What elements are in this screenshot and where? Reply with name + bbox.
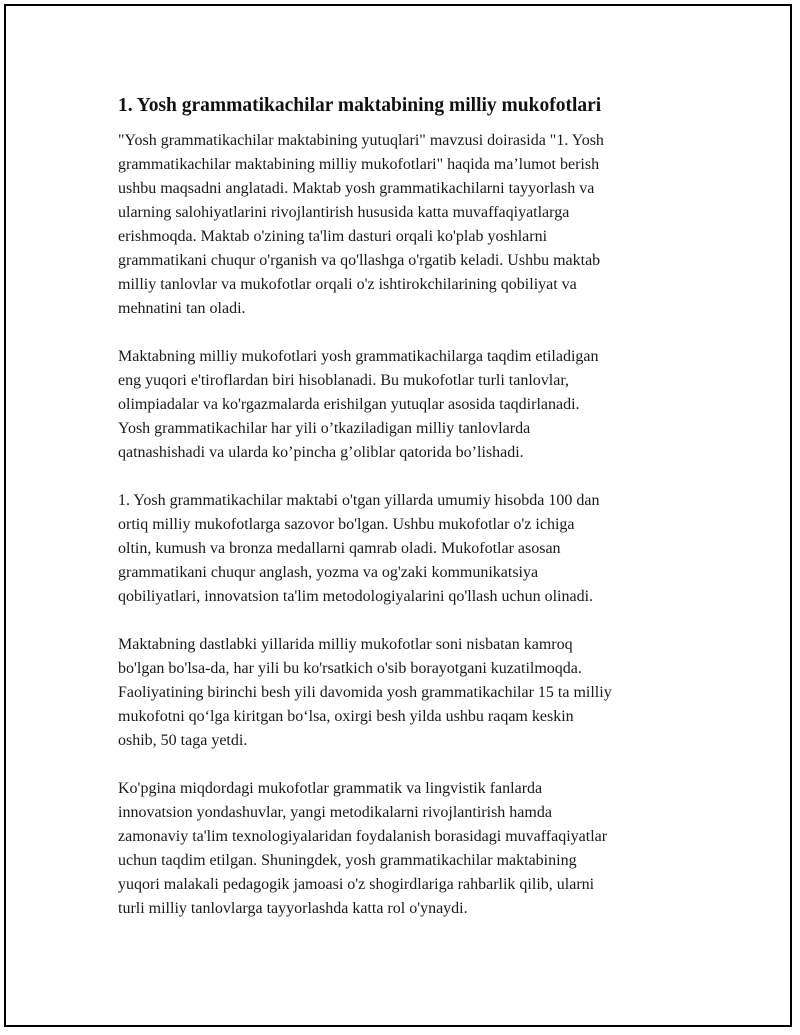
paragraph-line: oshib, 50 taga yetdi.: [118, 732, 248, 749]
paragraph-line: oltin, kumush va bronza medallarni qamrab oladi. Mukofotlar asosan: [118, 540, 561, 557]
paragraph: [118, 129, 690, 321]
paragraph-line: innovatsion yondashuvlar, yangi metodikalarni rivojlantirish hamda: [118, 804, 552, 821]
paragraph-line: turli milliy tanlovlarga tayyorlashda katta rol o'ynaydi.: [118, 900, 468, 917]
paragraph-line: uchun taqdim etilgan. Shuningdek, yosh grammatikachilar maktabining: [118, 852, 577, 869]
paragraph-line: "Yosh grammatikachilar maktabining yutuqlari" mavzusi doirasida "1. Yosh: [118, 132, 604, 149]
paragraph-line: Faoliyatining birinchi besh yili davomida yosh grammatikachilar 15 ta milliy: [118, 684, 612, 701]
paragraph-line: 1. Yosh grammatikachilar maktabi o'tgan yillarda umumiy hisobda 100 dan: [118, 492, 600, 509]
document-title: 1. Yosh grammatikachilar maktabining milliy mukofotlari: [118, 95, 602, 116]
paragraph-line: mukofotni qo‘lga kiritgan bo‘lsa, oxirgi besh yilda ushbu raqam keskin: [118, 708, 574, 725]
paragraph-line: grammatikachilar maktabining milliy mukofotlari" haqida ma’lumot berish: [118, 156, 600, 173]
paragraph-line: Maktabning dastlabki yillarida milliy mukofotlar soni nisbatan kamroq: [118, 636, 573, 653]
document-body: [118, 93, 690, 945]
paragraph-line: grammatikani chuqur o'rganish va qo'llashga o'rgatib keladi. Ushbu maktab: [118, 252, 601, 269]
paragraph-line: grammatikani chuqur anglash, yozma va og'zaki kommunikatsiya: [118, 564, 539, 581]
paragraph-line: zamonaviy ta'lim texnologiyalaridan foydalanish borasidagi muvaffaqiyatlar: [118, 828, 608, 845]
paragraph-line: qobiliyatlari, innovatsion ta'lim metodologiyalarini qo'llash uchun olinadi.: [118, 588, 594, 605]
paragraph: [118, 489, 690, 609]
paragraph: [118, 345, 690, 465]
paragraph-line: milliy tanlovlar va mukofotlar orqali o'z ishtirokchilarining qobiliyat va: [118, 276, 577, 293]
paragraph-line: ularning salohiyatlarini rivojlantirish hususida katta muvaffaqiyatlarga: [118, 204, 570, 221]
paragraph-line: bo'lgan bo'lsa-da, har yili bu ko'rsatkich o'sib borayotgani kuzatilmoqda.: [118, 660, 582, 677]
paragraph-line: Yosh grammatikachilar har yili o’tkaziladigan milliy tanlovlarda: [118, 420, 531, 437]
paragraph-line: mehnatini tan oladi.: [118, 300, 246, 317]
paragraph: [118, 633, 690, 753]
paragraph-line: qatnashishadi va ularda ko’pincha g’oliblar qatorida bo’lishadi.: [118, 444, 524, 461]
paragraph-line: olimpiadalar va ko'rgazmalarda erishilgan yutuqlar asosida taqdirlanadi.: [118, 396, 580, 413]
paragraph-line: ortiq milliy mukofotlarga sazovor bo'lgan. Ushbu mukofotlar o'z ichiga: [118, 516, 575, 533]
paragraph-line: Maktabning milliy mukofotlari yosh grammatikachilarga taqdim etiladigan: [118, 348, 599, 365]
paragraph-line: eng yuqori e'tiroflardan biri hisoblanadi. Bu mukofotlar turli tanlovlar,: [118, 372, 570, 389]
paragraphs-container: [118, 129, 690, 921]
paragraph-line: ushbu maqsadni anglatadi. Maktab yosh grammatikachilarni tayyorlash va: [118, 180, 595, 197]
paragraph-line: erishmoqda. Maktab o'zining ta'lim dasturi orqali ko'plab yoshlarni: [118, 228, 548, 245]
paragraph-line: Ko'pgina miqdordagi mukofotlar grammatik va lingvistik fanlarda: [118, 780, 543, 797]
paragraph: [118, 777, 690, 921]
paragraph-line: yuqori malakali pedagogik jamoasi o'z shogirdlariga rahbarlik qilib, ularni: [118, 876, 595, 893]
